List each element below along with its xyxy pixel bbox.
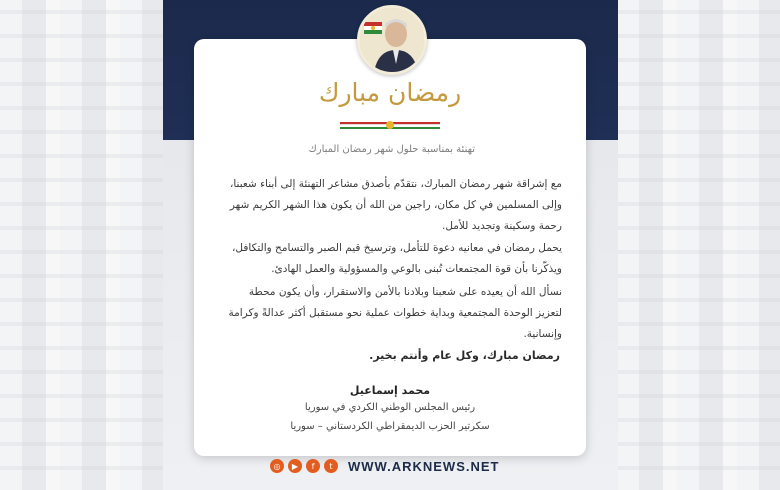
background-right — [617, 0, 780, 490]
facebook-icon[interactable]: f — [306, 459, 320, 473]
portrait-image — [360, 8, 424, 72]
paragraph-2: يحمل رمضان في معانيه دعوة للتأمل، وترسيخ قيم الصبر والتسامح والتكافل، ويذكّرنا بأن قوة المجتمعات تُبنى بالوعي والمسؤولية والعمل الهادئ. — [232, 242, 562, 275]
paragraph-3: نسأل الله أن يعيده على شعبنا وبلادنا بالأمن والاستقرار، وأن يكون محطة لتعزيز الوحدة المجتمعية وبداية خطوات عملية نحو مستقبل أكثر عدالةً وكرامة وإنسانية. — [228, 286, 562, 340]
paragraph-1: مع إشراقة شهر رمضان المبارك، نتقدّم بأصدق مشاعر التهنئة إلى أبناء شعبنا، وإلى المسلمين في كل مكان، راجين من الله أن يكون هذا الشهر الكريم شهر رحمة وسكينة وتجديد للأمل. — [229, 178, 562, 232]
youtube-icon[interactable]: ▶ — [288, 459, 302, 473]
kurdistan-flag-divider — [340, 122, 440, 129]
background-left — [0, 0, 163, 490]
closing-line: رمضان مبارك، وكل عام وأنتم بخير. — [369, 349, 560, 362]
website-link[interactable]: WWW.ARKNEWS.NET — [348, 458, 500, 474]
twitter-icon[interactable]: t — [324, 459, 338, 473]
signature-name: محمد إسماعيل — [349, 384, 431, 397]
footer — [270, 457, 499, 475]
card-title: رمضان مبارك — [318, 78, 462, 107]
instagram-icon[interactable]: ◎ — [270, 459, 284, 473]
card-subtitle: تهنئة بمناسبة حلول شهر رمضان المبارك — [308, 144, 475, 155]
sun-icon — [386, 121, 394, 129]
signature-role-1: رئيس المجلس الوطني الكردي في سوريا — [304, 402, 476, 413]
avatar — [357, 5, 427, 75]
signature-role-2: سكرتير الحزب الديمقراطي الكردستاني – سوريا — [290, 421, 490, 432]
